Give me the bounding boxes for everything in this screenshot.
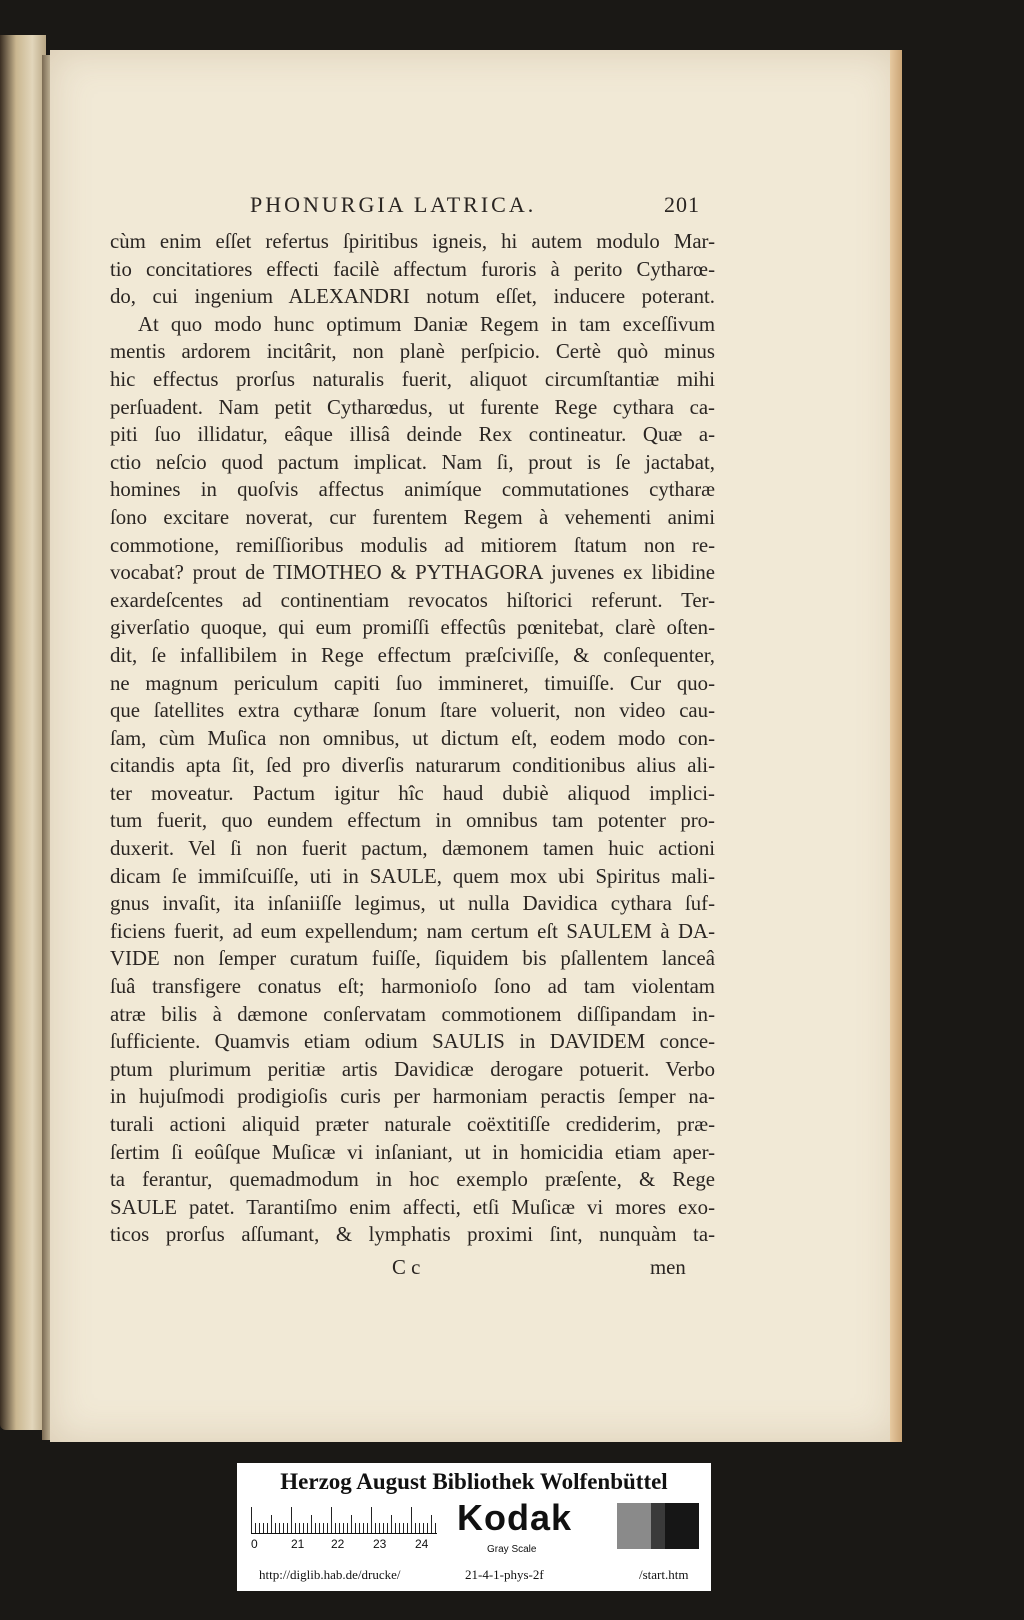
- text-line: At quo modo hunc optimum Daniæ Regem in tam exceſſivum: [138, 312, 715, 336]
- text-line: piti ſuo illidatur, eâque illisâ deinde Rex contineatur. Quæ a-: [110, 423, 715, 447]
- ruler-tick: [355, 1523, 356, 1533]
- text-line: que ſatellites extra cytharæ ſonum ſtare voluerit, non video cau-: [110, 699, 715, 723]
- shelfmark: 21-4-1-phys-2f: [465, 1567, 544, 1582]
- ruler-tick: [279, 1523, 280, 1533]
- text-line: gnus invaſit, ita inſaniiſſe legimus, ut nulla Davidica cythara ſuf-: [110, 892, 715, 916]
- ruler-tick: [259, 1523, 260, 1533]
- ruler-tick: [343, 1523, 344, 1533]
- text-line: tio concitatiores effecti facilè affectum furoris à perito Cytharœ-: [110, 257, 715, 281]
- text-line: ſono excitare noverat, cur furentem Regem à vehementi animi: [110, 505, 715, 529]
- text-line: ctio neſcio quod pactum implicat. Nam ſi, prout is ſe jactabat,: [110, 450, 715, 474]
- ruler-tick: [267, 1523, 268, 1533]
- text-line: dit, ſe infallibilem in Rege effectum præſciviſſe, & conſequenter,: [110, 643, 715, 667]
- signature-mark: C c: [392, 1256, 421, 1279]
- ruler-tick: [327, 1523, 328, 1533]
- ruler-tick: [295, 1523, 296, 1533]
- ruler-label: 0: [251, 1537, 258, 1551]
- gray-swatch: [617, 1503, 651, 1549]
- ruler-tick: [367, 1523, 368, 1533]
- text-line: turali actioni aliquid præter naturale coëxtitiſſe crediderim, præ-: [110, 1113, 715, 1136]
- ruler-tick: [255, 1523, 256, 1533]
- text-line: commotione, remiſſioribus modulis ad mitiorem ſtatum non re-: [110, 533, 715, 557]
- facing-page-edge: [0, 35, 46, 1430]
- ruler-tick: [251, 1507, 252, 1533]
- text-line: ſufficiente. Quamvis etiam odium SAULIS in DAVIDEM conce-: [110, 1030, 715, 1054]
- ruler-tick: [419, 1523, 420, 1533]
- ruler-tick: [323, 1523, 324, 1533]
- ruler-tick: [359, 1523, 360, 1533]
- ruler-label: 22: [331, 1537, 345, 1551]
- library-name: Herzog August Bibliothek Wolfenbüttel: [280, 1469, 668, 1494]
- body-text: [110, 228, 715, 1249]
- ruler-tick: [435, 1523, 436, 1533]
- text-line: ſuâ transfigere conatus eſt; harmonioſo ſono ad tam violentam: [110, 975, 715, 999]
- ruler-tick: [395, 1523, 396, 1533]
- ruler-scale: [251, 1505, 437, 1534]
- ruler-label: 21: [291, 1537, 305, 1551]
- ruler-tick: [275, 1523, 276, 1533]
- url-start: /start.htm: [639, 1567, 689, 1582]
- running-title: PHONURGIA LATRICA.: [250, 192, 537, 217]
- ruler-tick: [319, 1523, 320, 1533]
- gray-scale-label: Gray Scale: [487, 1544, 537, 1555]
- page-number: 201: [664, 192, 700, 217]
- text-line: hic effectus prorſus naturalis fuerit, aliquot circumſtantiæ mihi: [110, 367, 715, 391]
- ruler-tick: [331, 1507, 332, 1533]
- text-line: homines in quoſvis affectus animíque commutationes cytharæ: [110, 478, 715, 502]
- kodak-logo: Kodak: [457, 1497, 573, 1538]
- text-line: ſertim ſi eoûſque Muſicæ vi inſaniant, ut in homicidia etiam aper-: [110, 1140, 715, 1164]
- ruler-tick: [263, 1523, 264, 1533]
- text-line: ptum plurimum peritiæ artis Davidicæ derogare potuerit. Verbo: [110, 1057, 715, 1081]
- text-line: giverſatio quoque, qui eum promiſſi effectûs pœnitebat, clarè oſten-: [110, 616, 715, 640]
- ruler-tick: [303, 1523, 304, 1533]
- text-line: perſuadent. Nam petit Cytharœdus, ut furente Rege cythara ca-: [110, 395, 715, 419]
- ruler-tick: [283, 1523, 284, 1533]
- url-base: http://diglib.hab.de/drucke/: [259, 1567, 401, 1582]
- ruler-tick: [415, 1523, 416, 1533]
- text-line: ta ferantur, quemadmodum in hoc exemplo præſente, & Rege: [110, 1168, 715, 1192]
- ruler-tick: [411, 1507, 412, 1533]
- text-line: tum fuerit, quo eundem effectum in omnibus tam potenter pro-: [110, 809, 715, 833]
- page-fore-edge: [890, 50, 902, 1442]
- ruler-tick: [375, 1523, 376, 1533]
- ruler-label: 24: [415, 1537, 429, 1551]
- ruler-label: 23: [373, 1537, 387, 1551]
- text-line: exardeſcentes ad continentiam revocatos hiſtorici referunt. Ter-: [110, 588, 715, 612]
- ruler-tick: [307, 1523, 308, 1533]
- ruler-tick: [403, 1523, 404, 1533]
- text-line: cùm enim eſſet refertus ſpiritibus igneis, hi autem modulo Mar-: [110, 230, 715, 253]
- ruler-tick: [299, 1523, 300, 1533]
- catchword: men: [650, 1256, 686, 1279]
- ruler-tick: [431, 1515, 432, 1533]
- text-line: citandis apta ſit, ſed pro diverſis naturarum conditionibus alius ali-: [110, 754, 715, 778]
- ruler-tick: [379, 1523, 380, 1533]
- text-line: atræ bilis à dæmone conſervatam commotionem diſſipandam in-: [110, 1002, 715, 1026]
- text-line: ſam, cùm Muſica non omnibus, ut dictum eſt, eodem modo con-: [110, 726, 715, 750]
- text-line: in hujuſmodi prodigioſis curis per harmoniam peractis ſemper na-: [110, 1085, 715, 1109]
- ruler-tick: [271, 1515, 272, 1533]
- text-line: mentis ardorem incitârit, non planè perſpicio. Certè quò minus: [110, 340, 715, 364]
- gray-swatches: [617, 1503, 699, 1549]
- text-line: do, cui ingenium ALEXANDRI notum eſſet, inducere poterant.: [110, 285, 715, 309]
- url-row: [237, 1567, 711, 1587]
- ruler-tick: [287, 1523, 288, 1533]
- ruler-tick: [371, 1507, 372, 1533]
- ruler-tick: [347, 1523, 348, 1533]
- ruler-labels: [251, 1537, 437, 1553]
- ruler-tick: [427, 1523, 428, 1533]
- ruler-tick: [291, 1507, 292, 1533]
- text-line: VIDE non ſemper curatum fuiſſe, ſiquidem bis pſallentem lanceâ: [110, 947, 715, 971]
- ruler-tick: [399, 1523, 400, 1533]
- ruler-tick: [363, 1523, 364, 1533]
- text-line: duxerit. Vel ſi non fuerit pactum, dæmonem tamen huic actioni: [110, 837, 715, 861]
- text-line: ticos prorſus aſſumant, & lymphatis proximi ſint, nunquàm ta-: [110, 1223, 715, 1247]
- gray-swatch: [651, 1503, 665, 1549]
- ruler-tick: [311, 1515, 312, 1533]
- ruler-tick: [387, 1523, 388, 1533]
- text-line: ter moveatur. Pactum igitur hîc haud dubiè aliquod implici-: [110, 781, 715, 805]
- scan-target-card: [237, 1463, 711, 1591]
- ruler-tick: [423, 1523, 424, 1533]
- text-line: SAULE patet. Tarantiſmo enim affecti, etſi Muſicæ vi mores exo-: [110, 1195, 715, 1219]
- ruler-tick: [383, 1523, 384, 1533]
- ruler-tick: [339, 1523, 340, 1533]
- gray-swatch: [665, 1503, 699, 1549]
- ruler-tick: [391, 1515, 392, 1533]
- ruler-tick: [407, 1523, 408, 1533]
- text-line: ficiens fuerit, ad eum expellendum; nam certum eſt SAULEM à DA-: [110, 919, 715, 943]
- ruler-tick: [335, 1523, 336, 1533]
- ruler-tick: [351, 1515, 352, 1533]
- ruler-tick: [315, 1523, 316, 1533]
- text-line: ne magnum periculum capiti ſuo immineret, timuiſſe. Cur quo-: [110, 671, 715, 695]
- text-line: vocabat? prout de TIMOTHEO & PYTHAGORA juvenes ex libidine: [110, 561, 715, 585]
- text-line: dicam ſe immiſcuiſſe, uti in SAULE, quem mox ubi Spiritus mali-: [110, 864, 715, 888]
